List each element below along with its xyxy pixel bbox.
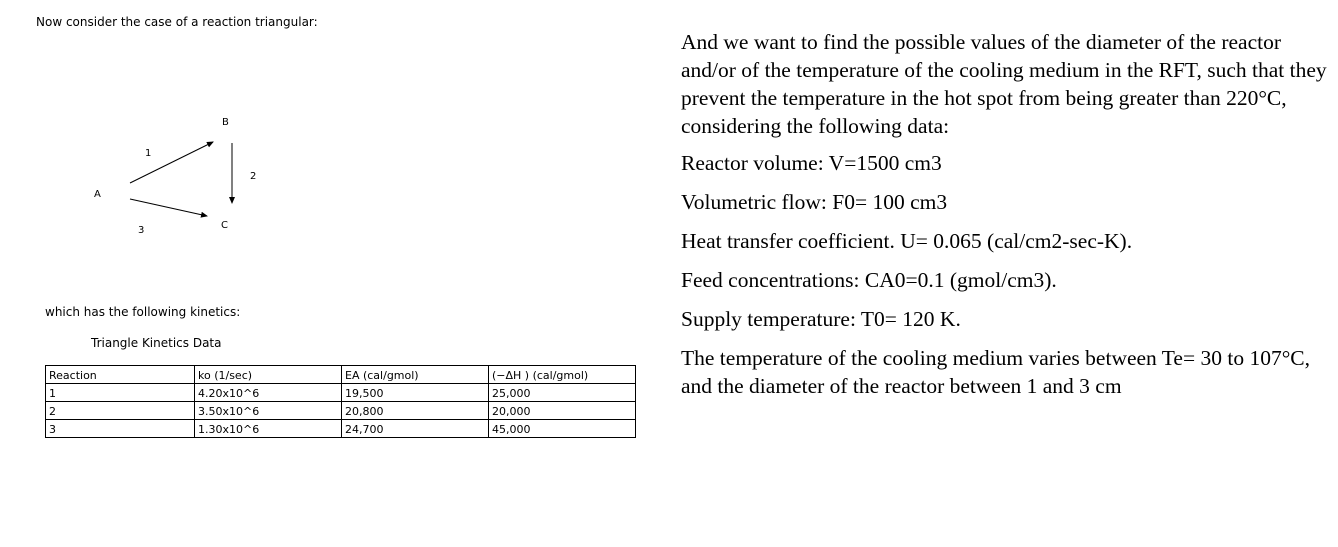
node-c-label: C <box>221 220 228 231</box>
table-row <box>46 402 636 420</box>
table-header-cell: EA (cal/gmol) <box>342 366 489 384</box>
table-row <box>46 420 636 438</box>
table-cell: 1.30x10^6 <box>195 420 342 438</box>
kinetics-lead-text: which has the following kinetics: <box>45 305 241 319</box>
table-cell: 20,000 <box>489 402 636 420</box>
table-cell: 2 <box>46 402 195 420</box>
table-cell: 3.50x10^6 <box>195 402 342 420</box>
reactor-volume-line: Reactor volume: V=1500 cm3 <box>681 151 942 175</box>
heat-transfer-line: Heat transfer coefficient. U= 0.065 (cal/cm2-sec-K). <box>681 229 1133 253</box>
edge-3-label: 3 <box>138 225 145 236</box>
edge-1-arrow <box>130 142 213 183</box>
node-b-label: B <box>222 117 229 128</box>
reaction-triangle-diagram <box>80 105 280 245</box>
table-cell: 45,000 <box>489 420 636 438</box>
table-cell: 20,800 <box>342 402 489 420</box>
problem-statement <box>681 28 1331 411</box>
table-cell: 19,500 <box>342 384 489 402</box>
kinetics-table <box>45 365 636 438</box>
feed-concentration-line: Feed concentrations: CA0=0.1 (gmol/cm3). <box>681 268 1057 292</box>
table-header-cell: ko (1/sec) <box>195 366 342 384</box>
edge-3-arrow <box>130 199 207 216</box>
table-header-cell: Reaction <box>46 366 195 384</box>
cooling-range-paragraph: The temperature of the cooling medium varies between Te= 30 to 107°C, and the diameter of the reactor between 1 and 3 cm <box>681 346 1311 398</box>
table-cell: 1 <box>46 384 195 402</box>
supply-temperature-line: Supply temperature: T0= 120 K. <box>681 307 961 331</box>
edge-1-label: 1 <box>145 148 152 159</box>
node-a-label: A <box>94 189 101 200</box>
table-row <box>46 384 636 402</box>
table-caption: Triangle Kinetics Data <box>91 336 222 350</box>
table-header-row <box>46 366 636 384</box>
table-cell: 24,700 <box>342 420 489 438</box>
table-cell: 4.20x10^6 <box>195 384 342 402</box>
table-cell: 25,000 <box>489 384 636 402</box>
table-header-cell: (−ΔH ) (cal/gmol) <box>489 366 636 384</box>
intro-text: Now consider the case of a reaction triangular: <box>36 15 318 29</box>
statement-paragraph: And we want to find the possible values of the diameter of the reactor and/or of the temperature of the cooling medium in the RFT, such that they prevent the temperature in the hot spot from being greater than 220°C, considering the following data: <box>681 30 1327 138</box>
volumetric-flow-line: Volumetric flow: F0= 100 cm3 <box>681 190 948 214</box>
edge-2-label: 2 <box>250 171 257 182</box>
table-cell: 3 <box>46 420 195 438</box>
